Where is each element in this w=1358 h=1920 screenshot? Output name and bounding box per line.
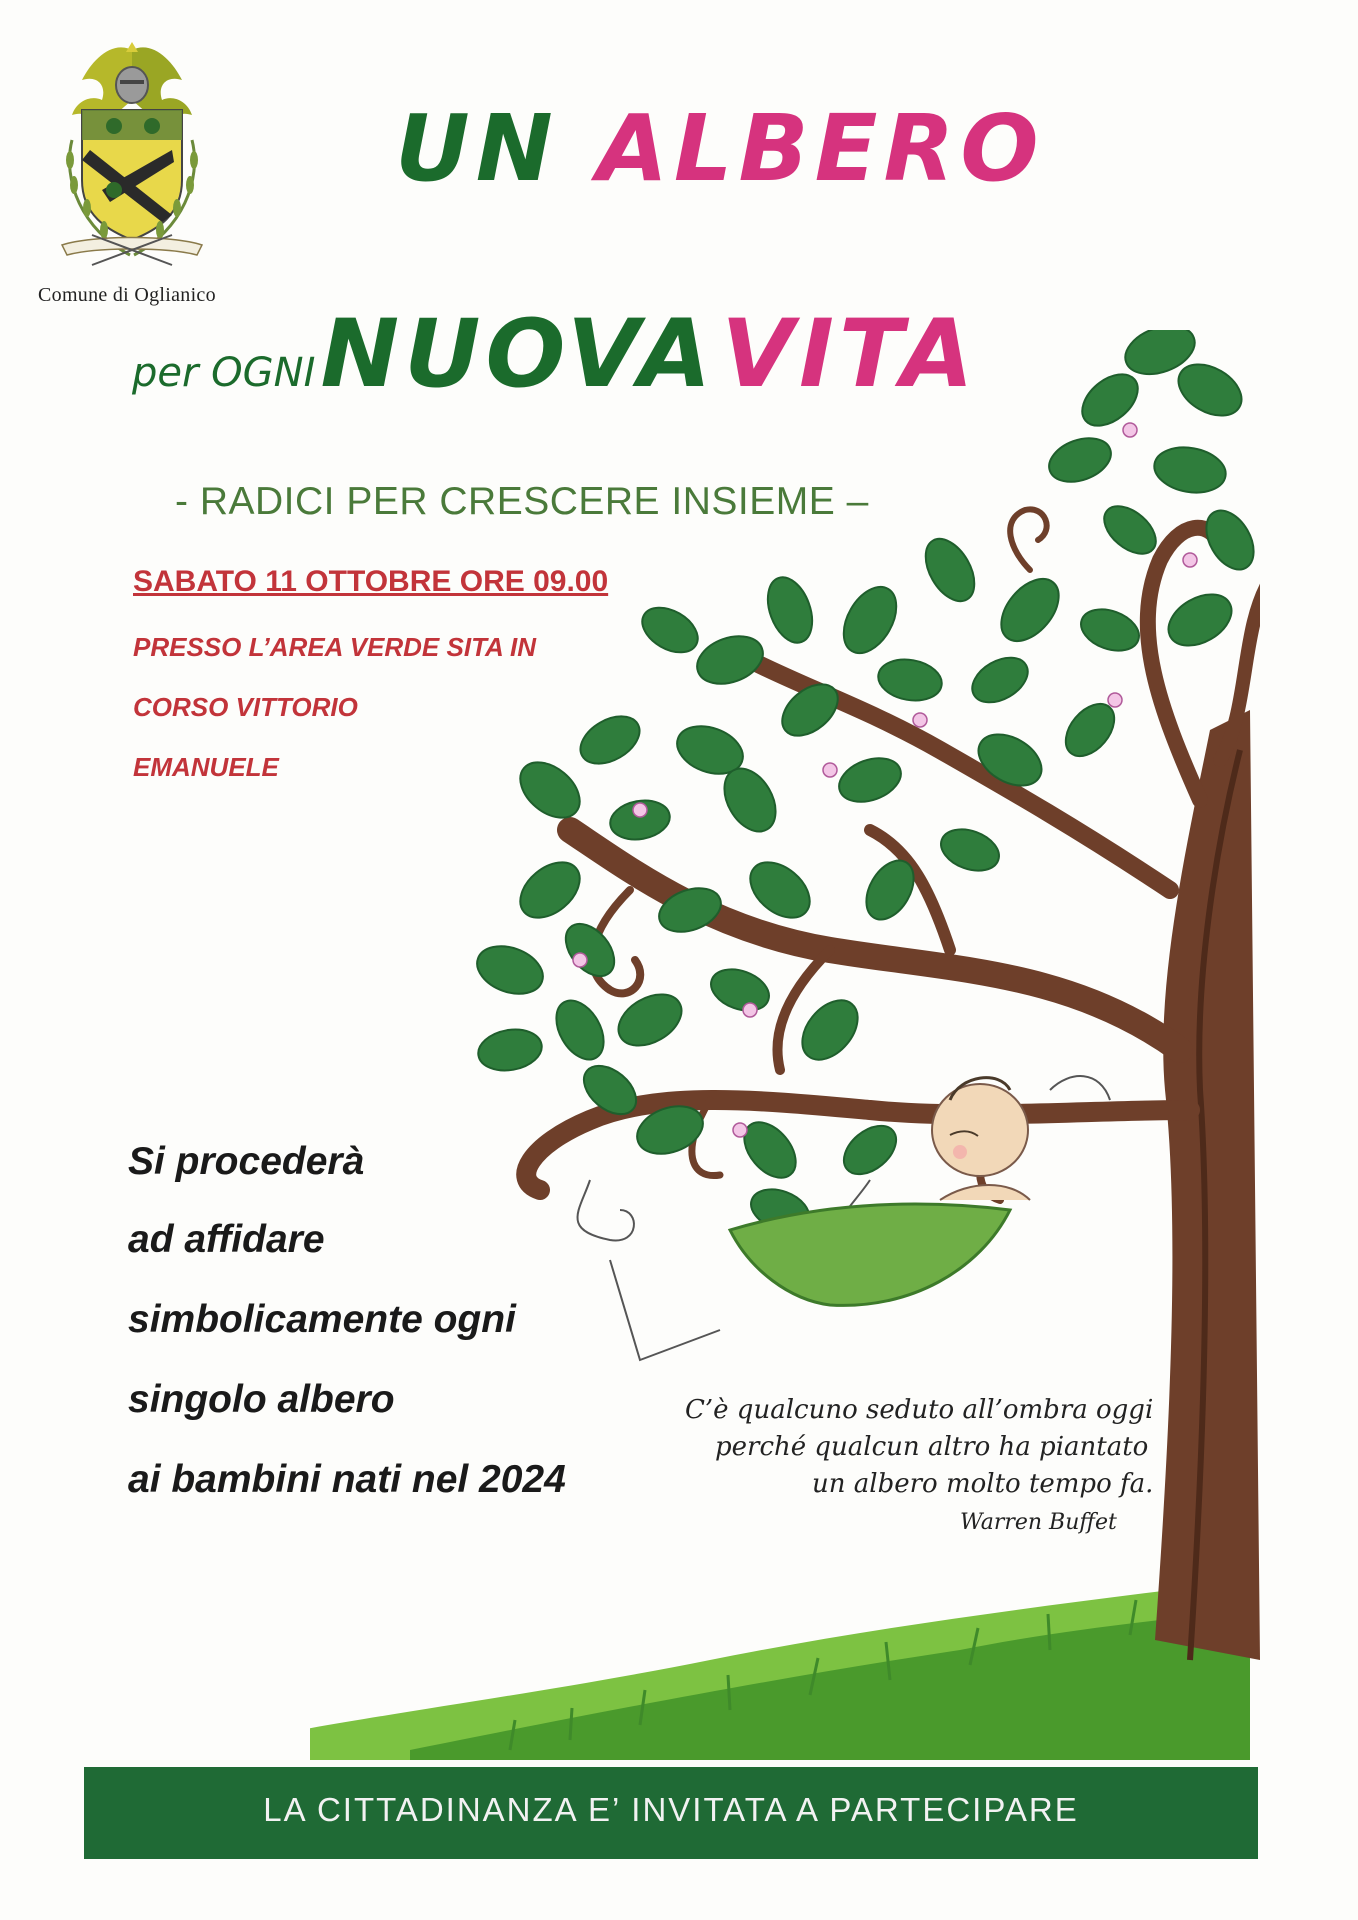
event-date: SABATO 11 OTTOBRE ORE 09.00 [133,565,609,598]
quote-line: un albero molto tempo fa. [812,1469,1154,1499]
title-word-vita: VITA [721,300,979,409]
title-line-1 [395,95,1045,202]
body-text-line: ad affidare [128,1218,325,1261]
event-place-line: CORSO VITTORIO [133,692,358,722]
tree-illustration [310,330,1260,1760]
invitation-banner [84,1767,1258,1859]
body-text-line: ai bambini nati nel 2024 [128,1458,566,1501]
title-prefix: per OGNI [132,350,316,396]
title-word-albero: ALBERO [596,95,1045,202]
quote-line: C’è qualcuno seduto all’ombra oggi [685,1395,1154,1425]
event-place-line: EMANUELE [133,752,279,782]
body-text-line: singolo albero [128,1378,395,1421]
event-place-line: PRESSO L’AREA VERDE SITA IN [133,632,537,662]
title-word-un: UN [395,95,559,202]
quote-line: perché qualcun altro ha piantato [715,1432,1149,1462]
municipality-name: Comune di Oglianico [38,284,216,306]
quote-author: Warren Buffet [960,1510,1117,1535]
title-word-nuova: NUOVA [320,300,717,409]
body-text-line: simbolicamente ogni [128,1298,516,1341]
invitation-text: LA CITTADINANZA E’ INVITATA A PARTECIPARE [263,1791,1079,1828]
title-line-2 [132,300,979,409]
body-text-line: Si procederà [128,1140,365,1183]
subtitle: - RADICI PER CRESCERE INSIEME – [175,480,869,523]
coat-of-arms-logo [52,40,212,275]
